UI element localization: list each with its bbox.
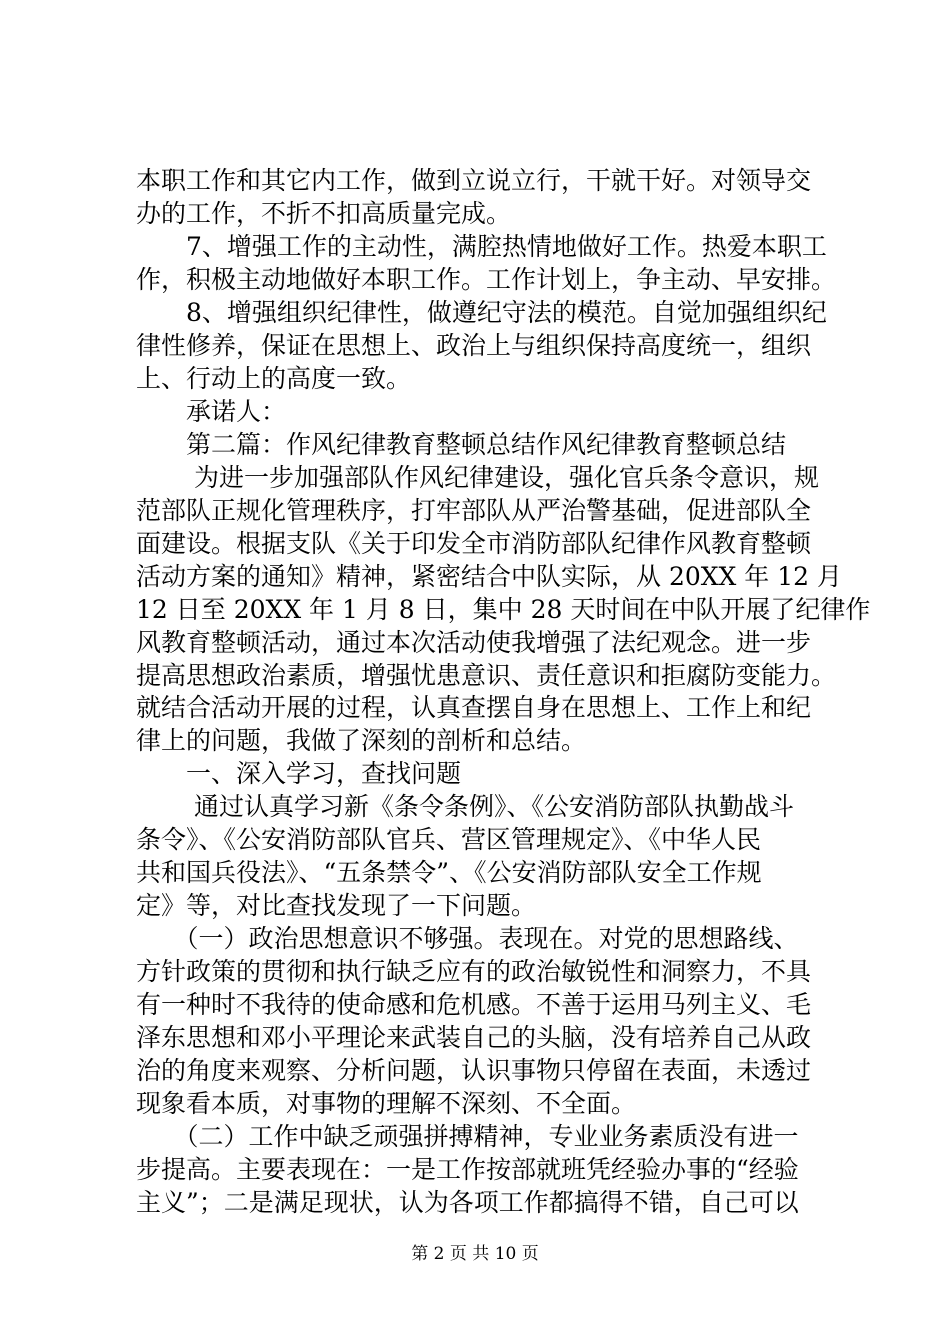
text-line: 12 日至 20XX 年 1 月 8 日，集中 28 天时间在中队开展了纪律作	[136, 595, 871, 624]
text-line: 定》等，对比查找发现了一下问题。	[136, 891, 537, 920]
text-line: 提高思想政治素质，增强忧患意识、责任意识和拒腐防变能力。	[136, 661, 837, 690]
text-line: 律上的问题，我做了深刻的剖析和总结。	[136, 726, 587, 755]
text-line: 面建设。根据支队《关于印发全市消防部队纪律作风教育整顿	[136, 529, 812, 558]
text-line: 上、行动上的高度一致。	[136, 364, 412, 393]
text-line: 现象看本质，对事物的理解不深刻、不全面。	[136, 1089, 637, 1118]
text-line: 活动方案的通知》精神，紧密结合中队实际，从 20XX 年 12 月	[136, 562, 843, 591]
text-line: 泽东思想和邓小平理论来武装自己的头脑，没有培养自己从政	[136, 1023, 812, 1052]
text-line: 8、增强组织纪律性，做遵纪守法的模范。自觉加强组织纪	[136, 298, 827, 327]
text-line: 方针政策的贯彻和执行缺乏应有的政治敏锐性和洞察力，不具	[136, 957, 812, 986]
signature-label: 承诺人：	[136, 397, 287, 426]
text-line: 主义”；二是满足现状，认为各项工作都搞得不错，自己可以	[136, 1188, 799, 1217]
text-line: 就结合活动开展的过程，认真查摆自身在思想上、工作上和纪	[136, 693, 812, 722]
text-line: 律性修养，保证在思想上、政治上与组织保持高度统一，组织	[136, 331, 812, 360]
text-line: （二）工作中缺乏顽强拼搏精神，专业业务素质没有进一	[136, 1122, 799, 1151]
text-line: （一）政治思想意识不够强。表现在。对党的思想路线、	[136, 924, 799, 953]
section-title: 第二篇：作风纪律教育整顿总结作风纪律教育整顿总结	[136, 430, 787, 459]
page-number: 第 2 页 共 10 页	[411, 1244, 539, 1264]
text-line: 为进一步加强部队作风纪律建设，强化官兵条令意识，规	[136, 463, 819, 492]
text-line: 作，积极主动地做好本职工作。工作计划上，争主动、早安排。	[136, 265, 837, 294]
text-line: 本职工作和其它内工作，做到立说立行，干就干好。对领导交	[136, 166, 812, 195]
text-line: 治的角度来观察、分析问题，认识事物只停留在表面，未透过	[136, 1056, 812, 1085]
text-line: 7、增强工作的主动性，满腔热情地做好工作。热爱本职工	[136, 232, 827, 261]
text-line: 通过认真学习新《条令条例》、《公安消防部队执勤战斗	[136, 792, 794, 821]
text-line: 风教育整顿活动，通过本次活动使我增强了法纪观念。进一步	[136, 628, 812, 657]
text-line: 范部队正规化管理秩序，打牢部队从严治警基础，促进部队全	[136, 496, 812, 525]
text-line: 有一种时不我待的使命感和危机感。不善于运用马列主义、毛	[136, 990, 812, 1019]
heading-line: 一、深入学习，查找问题	[136, 759, 462, 788]
text-line: 步提高。主要表现在：一是工作按部就班凭经验办事的“经验	[136, 1155, 799, 1184]
text-line: 办的工作，不折不扣高质量完成。	[136, 199, 512, 228]
text-line: 条令》、《公安消防部队官兵、营区管理规定》、《中华人民	[136, 825, 762, 854]
text-line: 共和国兵役法》、“五条禁令”、《公安消防部队安全工作规	[136, 858, 762, 887]
